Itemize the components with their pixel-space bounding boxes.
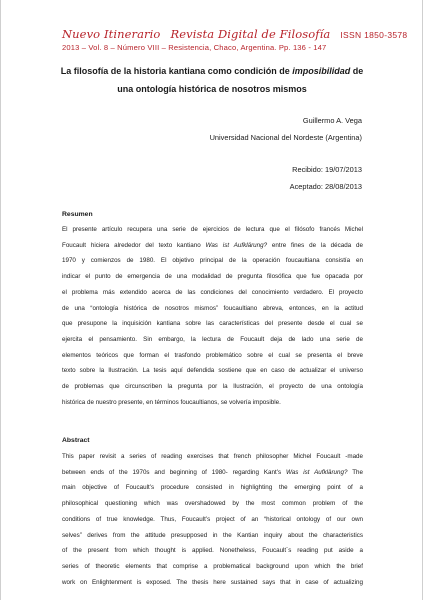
text-line: de una “ontología histórica de nosotros mismos” foucaultiano abreva, entonces, en la actitud [62, 304, 363, 312]
text-line: This paper revisit a series of reading exercises that french philosopher Michel Foucault -made [62, 453, 363, 460]
text-line: indicar el punto de emergencia de una modalidad de pregunta filosófica que fue opacada por [62, 273, 363, 281]
text-line: conditions of true knowledge. Thus, Foucault’s project of an “historical ontology of our own [62, 515, 363, 523]
abstract-body [62, 449, 363, 590]
text-line: selves” derives from the attitude presupposed in the Kantian inquiry about the characteristics [62, 531, 363, 539]
text-line: of the present from which thought is applied. Nonetheless, Foucault´s reading put aside a [62, 547, 363, 555]
text-line: histórica de nuestro presente, en términos foucaultianos, se volvería imposible. [62, 398, 281, 406]
text-line: series of theoretic elements that comprise a problematical background upon which the brief [62, 562, 363, 570]
text-line: philosophical questioning which was overshadowed by the most common problem of the [62, 500, 363, 508]
abstract-heading: Abstract [62, 437, 90, 444]
received-date: Recibido: 19/07/2013 [292, 165, 362, 174]
text-line: Foucault hiciera alrededor del texto kantiano Was ist Aufklärung? entre fines de la década de [62, 241, 363, 249]
italic-title-reference: Was ist Aufklärung? [285, 468, 348, 476]
text-line: El presente artículo recupera una serie de ejercicios de lectura que el filósofo francés Michel [62, 226, 363, 233]
journal-issue-line: 2013 – Vol. 8 – Número VIII – Resistencia, Chaco, Argentina. Pp. 136 - 147 [62, 43, 327, 52]
text-line: 1970 y comienzos de 1980. El objetivo principal de la operación foucaultiana consistía en [62, 257, 363, 265]
author-name: Guillermo A. Vega [302, 116, 362, 125]
text-line: ejercita el pensamiento. Sin embargo, la lectura de Foucault deja de lado una serie de [62, 335, 363, 343]
text-line: texto sobre la Ilustración. La tesis aquí defendida sostiene que en caso de actualizar el universo [62, 367, 363, 375]
text-line: que presupone la inquisición kantiana sobre las características del presente desde el cual se [62, 320, 363, 328]
accepted-date: Aceptado: 28/08/2013 [289, 182, 362, 191]
article-title-line-1 [41, 66, 383, 76]
italic-title-reference: Was ist Aufklärung? [205, 241, 268, 249]
article-title-line-2: una ontología histórica de nosotros mismos [117, 84, 307, 94]
journal-subtitle: Revista Digital de Filosofía [170, 27, 331, 41]
text-line: el problema más extendido acerca de las condiciones del conocimiento verdadero. El proyecto [62, 288, 363, 296]
title-italic-word: imposibilidad [292, 66, 351, 76]
text-line: elementos teóricos que forman el trasfondo problemático sobre el cual se presenta el breve [62, 351, 363, 359]
journal-issn: ISSN 1850-3578 [340, 30, 408, 40]
title-text-end: de [350, 66, 364, 76]
author-affiliation: Universidad Nacional del Nordeste (Argentina) [209, 133, 362, 142]
text-line: de problemas que circunscriben la pregunta por la Ilustración, el proyecto de una ontología [62, 383, 363, 391]
resumen-heading: Resumen [62, 211, 93, 218]
title-text: La filosofía de la historia kantiana como condición de [60, 66, 293, 76]
text-line: work on Enlightenment is exposed. The thesis here sustained says that in case of actualizing [62, 578, 363, 586]
text-line: main objective of Foucault’s procedure consisted in highlighting the emerging point of a [62, 484, 363, 492]
journal-header [62, 27, 407, 41]
journal-name: Nuevo Itinerario [62, 27, 161, 41]
resumen-body [62, 222, 363, 410]
text-line: between ends of the 1970s and beginning of 1980- regarding Kant’s Was ist Aufklärung? The [62, 468, 363, 476]
